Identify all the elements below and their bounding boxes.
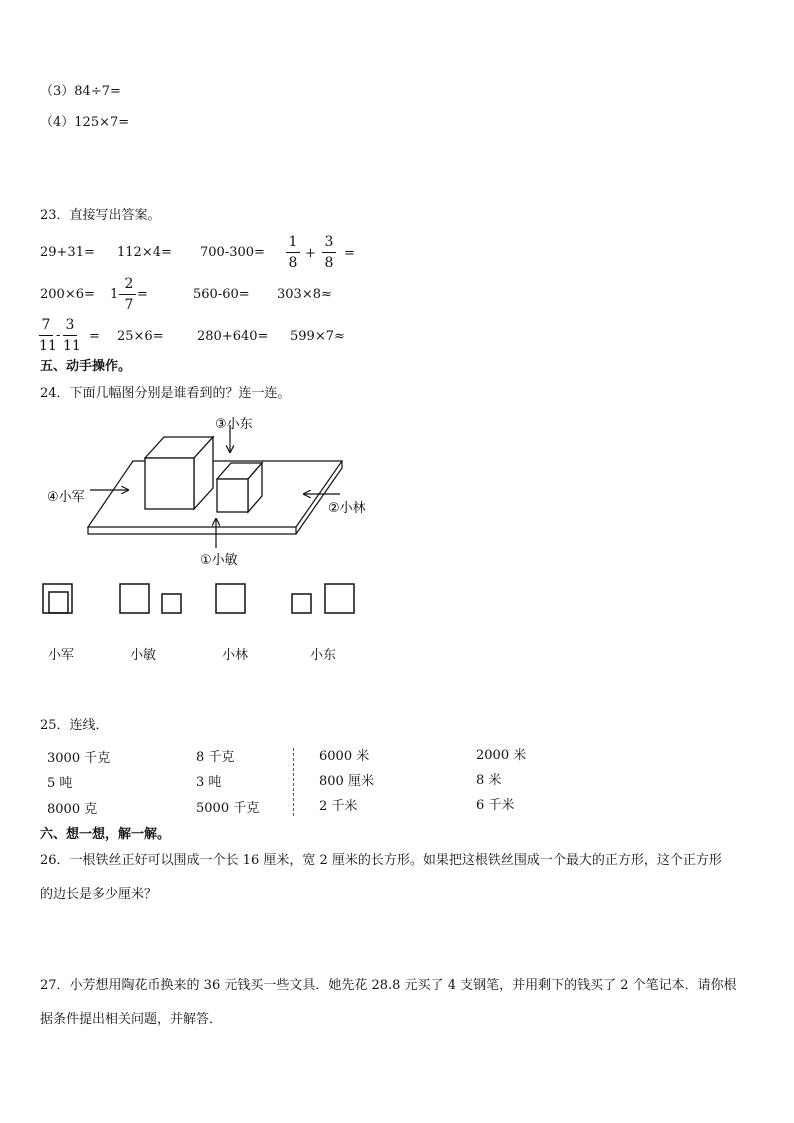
denominator: 11 [63, 338, 81, 354]
q24-title: 24．下面几幅图分别是谁看到的？连一连。 [40, 386, 291, 401]
q25-col1-item: 8000 克 [47, 802, 98, 817]
q27-line1: 27．小芳想用陶花币换来的 36 元钱买一些文具．她先花 28.8 元买了 4 支钢笔，并用剩下的钱买了 2 个笔记本．请你根 [40, 978, 737, 993]
viewer-top-label: ③小东 [215, 417, 253, 432]
q25-col1-item: 3000 千克 [47, 751, 111, 766]
denominator: 11 [39, 338, 57, 354]
q23-r2-c: 560-60= [193, 287, 250, 302]
view-option-3 [216, 584, 245, 613]
viewer-front-label: ①小敏 [200, 553, 238, 568]
p22-item3: （3）84÷7= [40, 84, 121, 99]
viewer-left-label: ④小军 [47, 490, 85, 505]
fraction-bar [39, 335, 53, 336]
denominator: 7 [124, 297, 134, 313]
numerator: 1 [288, 234, 298, 250]
q25-divider [293, 748, 294, 816]
q24-name-2: 小敏 [130, 648, 157, 663]
q25-col4-item: 8 米 [476, 773, 502, 788]
q23-r2-d: 303×8≈ [277, 287, 332, 302]
q24-name-4: 小东 [310, 648, 337, 663]
numerator: 3 [65, 317, 75, 333]
q23-r3-minus: - [56, 328, 61, 343]
q23-r3-eq: = [89, 329, 100, 344]
q25-col2-item: 5000 千克 [196, 801, 260, 816]
q23-r1-eq: = [344, 246, 355, 261]
fraction-bar [286, 252, 300, 253]
q26-line1: 26．一根铁丝正好可以围成一个长 16 厘米，宽 2 厘米的长方形。如果把这根铁丝围成一个最大的正方形，这个正方形 [40, 853, 722, 868]
view-option-2 [120, 584, 181, 613]
q24-scene-figure [0, 405, 430, 580]
section6-heading: 六、想一想，解一解。 [40, 827, 171, 842]
board [88, 461, 342, 534]
q25-col3-item: 800 厘米 [319, 774, 374, 789]
big-cube [145, 437, 213, 509]
viewer-right-label: ②小林 [328, 501, 366, 516]
fraction-bar [322, 252, 336, 253]
numerator: 3 [324, 234, 334, 250]
view-option-1 [43, 584, 72, 613]
q23-r3-fraction1 [39, 317, 57, 355]
view-option-4 [292, 584, 354, 613]
q23-r2-b-pre: 1- [110, 287, 123, 302]
q27-line2: 据条件提出相关问题，并解答． [40, 1012, 223, 1027]
denominator: 8 [324, 255, 334, 271]
q23-r3-d: 599×7≈ [290, 329, 345, 344]
q23-r3-fraction2 [63, 317, 81, 355]
q25-col2-item: 8 千克 [196, 750, 235, 765]
q24-name-1: 小军 [48, 648, 75, 663]
q25-col4-item: 2000 米 [476, 748, 527, 763]
q25-col3-item: 6000 米 [319, 749, 370, 764]
q25-col2-item: 3 吨 [196, 775, 222, 790]
q23-r3-b: 25×6= [117, 329, 164, 344]
q23-r2-fraction [122, 276, 136, 314]
q25-col3-item: 2 千米 [319, 799, 358, 814]
denominator: 8 [288, 255, 298, 271]
q23-r2-b-post: = [137, 287, 148, 302]
q23-r1-fraction2 [322, 234, 336, 272]
q23-r2-a: 200×6= [40, 287, 95, 302]
numerator: 7 [41, 317, 51, 333]
q24-name-3: 小林 [222, 648, 249, 663]
q23-r1-plus: + [305, 246, 316, 261]
numerator: 2 [124, 276, 134, 292]
p22-item4: （4）125×7= [40, 115, 130, 130]
q23-r1-a: 29+31= [40, 245, 95, 260]
small-cube [217, 463, 262, 512]
q23-r3-c: 280+640= [197, 329, 269, 344]
q23-r1-fraction1 [286, 234, 300, 272]
q25-title: 25．连线． [40, 718, 109, 733]
q23-r1-b: 112×4= [117, 245, 172, 260]
q23-title: 23．直接写出答案。 [40, 208, 161, 223]
q26-line2: 的边长是多少厘米？ [40, 887, 158, 902]
fraction-bar [122, 294, 136, 295]
fraction-bar [63, 335, 77, 336]
q25-col4-item: 6 千米 [476, 798, 515, 813]
section5-heading: 五、动手操作。 [40, 359, 132, 374]
q23-r1-c: 700-300= [200, 245, 265, 260]
q24-views [30, 578, 370, 618]
q25-col1-item: 5 吨 [47, 776, 73, 791]
